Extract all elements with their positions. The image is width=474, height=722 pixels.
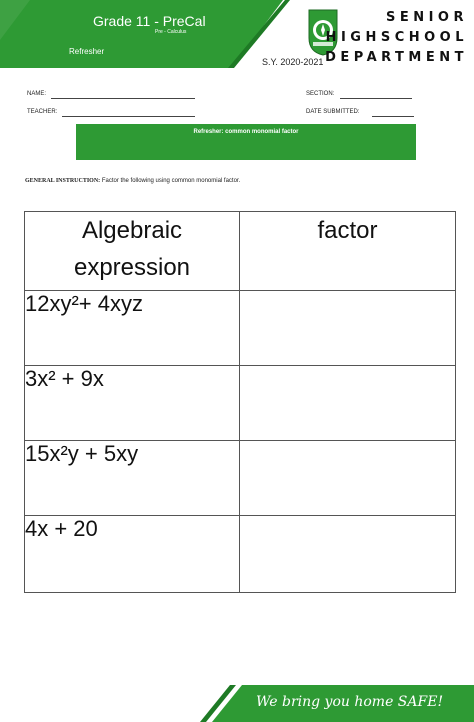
footer-slogan: We bring you home SAFE! [256,694,444,710]
name-field[interactable] [51,98,195,99]
refresher-label: Refresher [69,47,105,56]
factor-answer-cell[interactable] [240,366,456,441]
worksheet-title-bar [76,124,416,160]
factor-answer-cell[interactable] [240,441,456,516]
header-banner [0,0,290,68]
date-submitted-label: DATE SUBMITTED: [306,109,360,115]
worksheet-table [24,211,456,593]
header-factor: factor [240,212,456,291]
teacher-label: TEACHER: [27,109,58,115]
table-header-row [25,212,456,291]
banner-shape [0,0,290,68]
expression-cell: 4x + 20 [25,516,240,593]
date-submitted-field[interactable] [372,116,414,117]
general-instruction [25,178,240,184]
department-line: DEPARTMENT [325,50,468,65]
department-title [325,8,468,68]
teacher-field[interactable] [62,116,195,117]
department-line: SENIOR [385,10,468,25]
name-label: NAME: [27,91,47,97]
factor-answer-cell[interactable] [240,291,456,366]
expression-cell: 15x²y + 5xy [25,441,240,516]
instruction-label: GENERAL INSTRUCTION: [25,178,101,184]
grade-title: Grade 11 - PreCal [93,13,206,29]
section-field[interactable] [340,98,412,99]
school-year: S.Y. 2020-2021 [262,57,324,67]
table-row [25,291,456,366]
course-subtitle: Pre - Calculus [155,29,187,35]
table-row [25,441,456,516]
expression-cell: 3x² + 9x [25,366,240,441]
table-row [25,366,456,441]
instruction-text: Factor the following using common monomial factor. [101,178,241,184]
worksheet-title: Refresher: common monomial factor [193,129,299,135]
header-algebraic-expression: Algebraic expression [25,212,240,291]
department-line: HIGHSCHOOL [325,30,468,45]
factor-answer-cell[interactable] [240,516,456,593]
expression-cell: 12xy²+ 4xyz [25,291,240,366]
table-row [25,516,456,593]
section-label: SECTION: [306,91,335,97]
